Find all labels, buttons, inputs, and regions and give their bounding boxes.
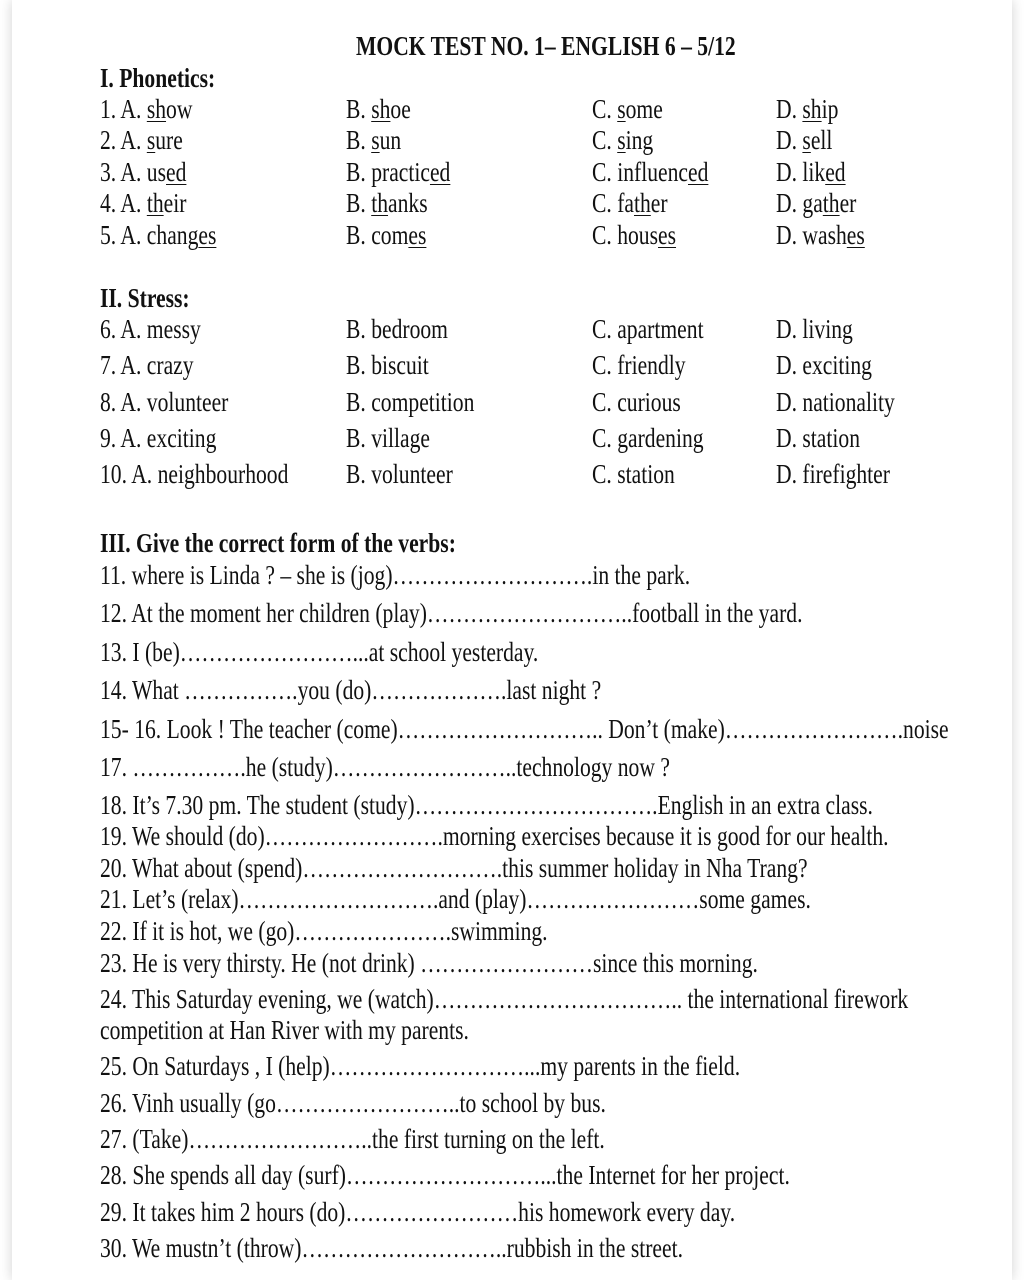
question-option: B. thanks bbox=[346, 188, 428, 218]
question-option: 7. A. crazy bbox=[100, 350, 194, 380]
question-option: C. station bbox=[592, 459, 675, 489]
question-option: 6. A. messy bbox=[100, 314, 201, 344]
question-option: D. ship bbox=[776, 94, 839, 124]
question-line: 20. What about (spend)……………………….this summer holiday in Nha Trang? bbox=[100, 853, 808, 883]
question-option: C. father bbox=[592, 188, 668, 218]
question-option: B. volunteer bbox=[346, 459, 453, 489]
question-line: 18. It’s 7.30 pm. The student (study)…………………………….English in an extra class. bbox=[100, 790, 873, 820]
question-option: C. apartment bbox=[592, 314, 704, 344]
question-option: D. washes bbox=[776, 220, 865, 250]
section-stress-heading: II. Stress: bbox=[100, 283, 190, 313]
question-option: D. liked bbox=[776, 157, 846, 187]
question-line: 12. At the moment her children (play)………………………..football in the yard. bbox=[100, 598, 803, 628]
question-line: 21. Let’s (relax)……………………….and (play)……………………some games. bbox=[100, 884, 811, 914]
question-line: 29. It takes him 2 hours (do)……………………his homework every day. bbox=[100, 1197, 736, 1227]
question-option: 3. A. used bbox=[100, 157, 187, 187]
question-line: 30. We mustn’t (throw)………………………..rubbish in the street. bbox=[100, 1233, 684, 1263]
question-line: 26. Vinh usually (go……………………..to school by bus. bbox=[100, 1088, 606, 1118]
question-line: 23. He is very thirsty. He (not drink) ……………………since this morning. bbox=[100, 948, 758, 978]
question-line: 28. She spends all day (surf)………………………...the Internet for her project. bbox=[100, 1160, 790, 1190]
question-option: 4. A. their bbox=[100, 188, 187, 218]
question-line: 27. (Take)……………………..the first turning on the left. bbox=[100, 1124, 605, 1154]
section-verbs-heading: III. Give the correct form of the verbs: bbox=[100, 528, 456, 558]
question-option: 10. A. neighbourhood bbox=[100, 459, 289, 489]
question-option: C. sing bbox=[592, 125, 654, 155]
question-option: 2. A. sure bbox=[100, 125, 183, 155]
question-option: 8. A. volunteer bbox=[100, 387, 229, 417]
question-option: 9. A. exciting bbox=[100, 423, 217, 453]
question-line: 15- 16. Look ! The teacher (come)……………………….. Don’t (make)…………………….noise bbox=[100, 714, 949, 744]
question-option: C. gardening bbox=[592, 423, 704, 453]
question-option: D. sell bbox=[776, 125, 833, 155]
question-option: D. firefighter bbox=[776, 459, 890, 489]
question-line: 19. We should (do)…………………….morning exercises because it is good for our health. bbox=[100, 821, 889, 851]
question-line: 24. This Saturday evening, we (watch)…………………………….. the international firework bbox=[100, 984, 909, 1014]
question-option: D. exciting bbox=[776, 350, 872, 380]
question-option: B. biscuit bbox=[346, 350, 429, 380]
question-option: C. influenced bbox=[592, 157, 709, 187]
question-line: 25. On Saturdays , I (help)………………………...my parents in the field. bbox=[100, 1051, 741, 1081]
question-line: 11. where is Linda ? – she is (jog)……………………….in the park. bbox=[100, 560, 691, 590]
question-option: 5. A. changes bbox=[100, 220, 217, 250]
question-option: B. comes bbox=[346, 220, 427, 250]
question-line: 17. …………….he (study)……………………..technology now ? bbox=[100, 752, 670, 782]
question-option: B. bedroom bbox=[346, 314, 448, 344]
question-option: B. village bbox=[346, 423, 430, 453]
section-phonetics-heading: I. Phonetics: bbox=[100, 63, 216, 93]
question-option: B. practiced bbox=[346, 157, 451, 187]
question-option: 1. A. show bbox=[100, 94, 193, 124]
question-line: 14. What …………….you (do)……………….last night ? bbox=[100, 675, 602, 705]
question-option: B. competition bbox=[346, 387, 475, 417]
question-option: D. station bbox=[776, 423, 860, 453]
question-option: D. nationality bbox=[776, 387, 895, 417]
question-option: C. curious bbox=[592, 387, 681, 417]
question-option: C. friendly bbox=[592, 350, 686, 380]
question-option: B. sun bbox=[346, 125, 402, 155]
question-line: competition at Han River with my parents. bbox=[100, 1015, 469, 1045]
question-option: C. some bbox=[592, 94, 663, 124]
question-option: B. shoe bbox=[346, 94, 411, 124]
question-option: D. living bbox=[776, 314, 853, 344]
question-option: C. houses bbox=[592, 220, 677, 250]
question-line: 22. If it is hot, we (go)………………….swimming. bbox=[100, 916, 548, 946]
question-line: 13. I (be)……………………...at school yesterday. bbox=[100, 637, 539, 667]
page-title: MOCK TEST NO. 1– ENGLISH 6 – 5/12 bbox=[356, 31, 736, 61]
question-option: D. gather bbox=[776, 188, 857, 218]
